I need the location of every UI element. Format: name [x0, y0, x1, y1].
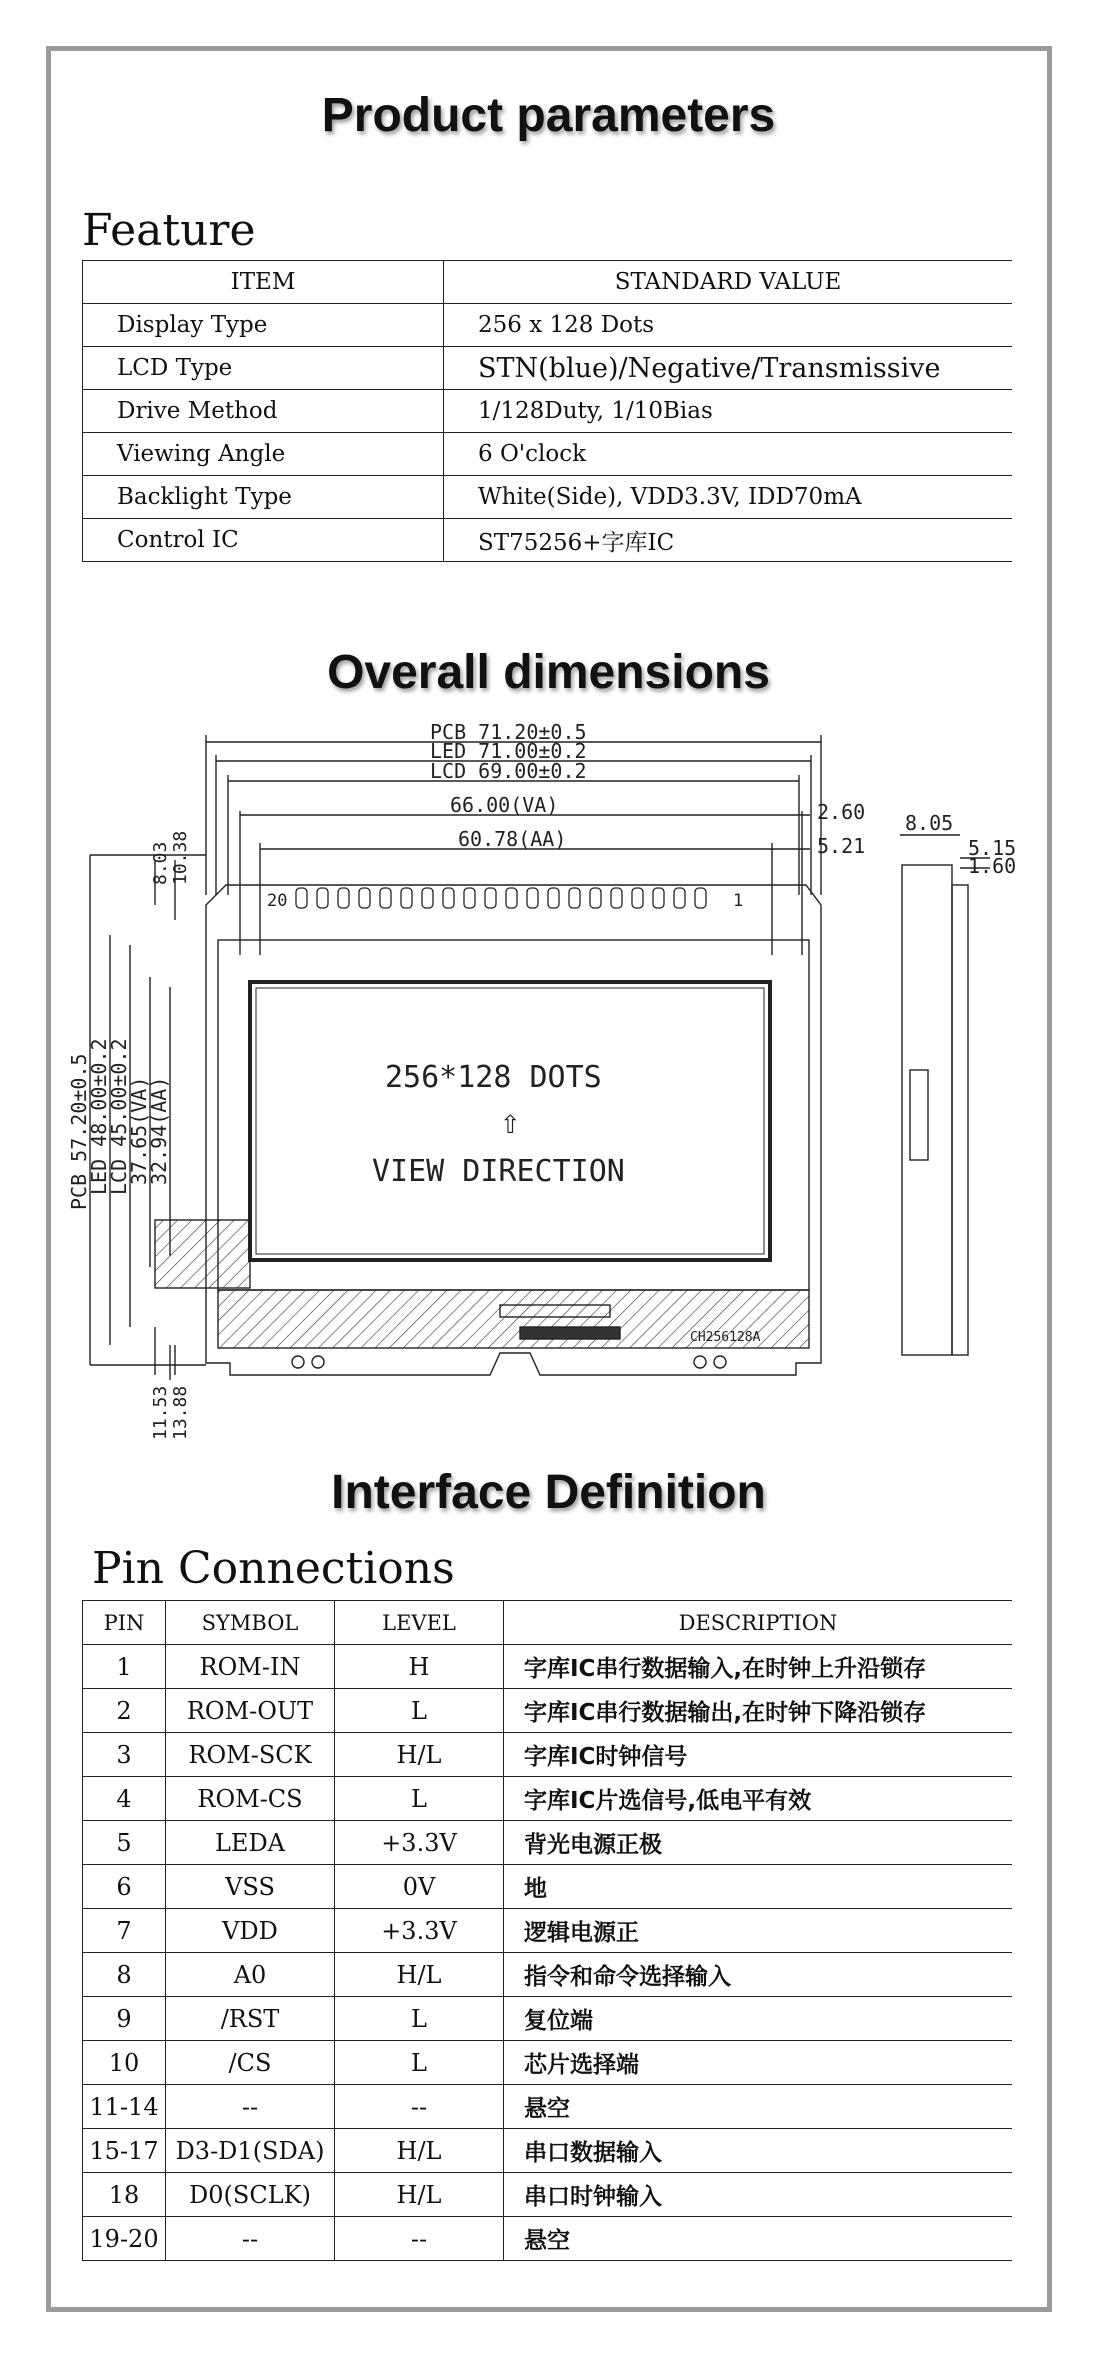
- feature-item: Display Type: [83, 304, 444, 347]
- ic-chip: [520, 1327, 620, 1339]
- side-160-label: 1.60: [968, 854, 1017, 878]
- side-view-connector: [910, 1070, 928, 1160]
- pcb-width-label: PCB 71.20±0.5: [430, 720, 587, 744]
- pin-number: 5: [83, 1821, 166, 1865]
- led-height-label: LED 48.00±0.2: [87, 1038, 111, 1195]
- pin-symbol: /RST: [166, 1997, 335, 2041]
- bottom-1388-label: 13.88: [170, 1385, 191, 1440]
- pin-symbol: ROM-IN: [166, 1645, 335, 1689]
- va-width-label: 66.00(VA): [450, 793, 559, 817]
- feature-title: Feature: [82, 205, 256, 256]
- pin-symbol: VSS: [166, 1865, 335, 1909]
- feature-value: White(Side), VDD3.3V, IDD70mA: [444, 476, 1013, 519]
- feature-row: [83, 476, 1013, 519]
- pin-number: 3: [83, 1733, 166, 1777]
- pin-level: +3.3V: [335, 1909, 504, 1953]
- pin-description: 串口数据输入: [504, 2129, 1013, 2173]
- table-row: [83, 1689, 1013, 1733]
- pin-pads: [296, 888, 706, 908]
- dots-label: 256*128 DOTS: [385, 1060, 602, 1095]
- feature-item: Control IC: [83, 519, 444, 562]
- corner-hatch: [155, 1220, 250, 1288]
- table-row: [83, 2085, 1013, 2129]
- pin-symbol: A0: [166, 1953, 335, 1997]
- pin-symbol: ROM-OUT: [166, 1689, 335, 1733]
- bottom-1153-label: 11.53: [150, 1385, 171, 1440]
- pin-level: +3.3V: [335, 1821, 504, 1865]
- pin-symbol: LEDA: [166, 1821, 335, 1865]
- pin-description: 字库IC片选信号,低电平有效: [504, 1777, 1013, 1821]
- top-803-label: 8.03: [150, 841, 171, 885]
- pin-number: 6: [83, 1865, 166, 1909]
- table-row: [83, 1645, 1013, 1689]
- feature-header-row: [83, 261, 1013, 304]
- pin-description: 芯片选择端: [504, 2041, 1013, 2085]
- pin-number: 4: [83, 1777, 166, 1821]
- overall-dimensions-heading: Overall dimensions: [327, 646, 770, 699]
- led-width-label: LED 71.00±0.2: [430, 739, 587, 763]
- offset-260-label: 2.60: [817, 800, 866, 824]
- pin-symbol: /CS: [166, 2041, 335, 2085]
- pin-number: 2: [83, 1689, 166, 1733]
- feature-item: Drive Method: [83, 390, 444, 433]
- pin-level: L: [335, 1777, 504, 1821]
- pin-level: H: [335, 1645, 504, 1689]
- pin-header-description: DESCRIPTION: [504, 1601, 1013, 1645]
- pin-level: H/L: [335, 1953, 504, 1997]
- table-row: [83, 1733, 1013, 1777]
- pin-header-row: [83, 1601, 1013, 1645]
- pin-symbol: ROM-SCK: [166, 1733, 335, 1777]
- pin-description: 字库IC串行数据输入,在时钟上升沿锁存: [504, 1645, 1013, 1689]
- pin-number: 8: [83, 1953, 166, 1997]
- pin-level: 0V: [335, 1865, 504, 1909]
- feature-item: LCD Type: [83, 347, 444, 390]
- interface-definition-heading: Interface Definition: [331, 1466, 766, 1519]
- product-parameters-heading: Product parameters: [321, 89, 776, 142]
- pin-symbol: --: [166, 2085, 335, 2129]
- pin-symbol: --: [166, 2217, 335, 2261]
- pin-header-symbol: SYMBOL: [166, 1601, 335, 1645]
- pin-level: H/L: [335, 2173, 504, 2217]
- feature-row: [83, 519, 1013, 562]
- feature-value: STN(blue)/Negative/Transmissive: [444, 347, 1013, 390]
- aa-height-label: 32.94(AA): [147, 1076, 171, 1185]
- model-label: CH256128A: [690, 1330, 761, 1345]
- pin-table: [82, 1600, 1012, 2261]
- pin-number: 15-17: [83, 2129, 166, 2173]
- pin-description: 悬空: [504, 2217, 1013, 2261]
- feature-item: Viewing Angle: [83, 433, 444, 476]
- pin-description: 复位端: [504, 1997, 1013, 2041]
- pin-symbol: D0(SCLK): [166, 2173, 335, 2217]
- va-height-label: 37.65(VA): [127, 1076, 151, 1185]
- pin-number: 9: [83, 1997, 166, 2041]
- pin-description: 指令和命令选择输入: [504, 1953, 1013, 1997]
- pin-level: H/L: [335, 1733, 504, 1777]
- side-view-pcb: [952, 885, 968, 1355]
- side-515-label: 5.15: [968, 836, 1017, 860]
- pin-header-pin: PIN: [83, 1601, 166, 1645]
- table-row: [83, 1953, 1013, 1997]
- feature-row: [83, 347, 1013, 390]
- dimension-drawing: [60, 715, 1050, 1455]
- pin-level: L: [335, 1997, 504, 2041]
- pin-description: 串口时钟输入: [504, 2173, 1013, 2217]
- pin-symbol: VDD: [166, 1909, 335, 1953]
- pin-description: 逻辑电源正: [504, 1909, 1013, 1953]
- table-row: [83, 2041, 1013, 2085]
- pin-symbol: ROM-CS: [166, 1777, 335, 1821]
- pin-number: 19-20: [83, 2217, 166, 2261]
- table-row: [83, 1997, 1013, 2041]
- feature-value: 6 O'clock: [444, 433, 1013, 476]
- pin-number: 7: [83, 1909, 166, 1953]
- pin-description: 悬空: [504, 2085, 1013, 2129]
- pin-number: 10: [83, 2041, 166, 2085]
- pin-description: 背光电源正极: [504, 1821, 1013, 1865]
- view-direction-label: VIEW DIRECTION: [372, 1154, 625, 1189]
- feature-row: [83, 304, 1013, 347]
- pcb-height-label: PCB 57.20±0.5: [67, 1053, 91, 1210]
- table-row: [83, 1821, 1013, 1865]
- pin-level: L: [335, 2041, 504, 2085]
- pin-20-label: 20: [267, 891, 288, 911]
- feature-header-value: STANDARD VALUE: [444, 261, 1013, 304]
- pin-number: 1: [83, 1645, 166, 1689]
- pin-level: H/L: [335, 2129, 504, 2173]
- aa-width-label: 60.78(AA): [458, 827, 567, 851]
- pin-description: 字库IC串行数据输出,在时钟下降沿锁存: [504, 1689, 1013, 1733]
- pin-1-label: 1: [733, 891, 744, 911]
- pin-level: L: [335, 1689, 504, 1733]
- lcd-height-label: LCD 45.00±0.2: [107, 1038, 131, 1195]
- table-row: [83, 1777, 1013, 1821]
- feature-table: [82, 260, 1012, 562]
- table-row: [83, 1909, 1013, 1953]
- pin-header-level: LEVEL: [335, 1601, 504, 1645]
- offset-521-label: 5.21: [817, 834, 866, 858]
- pin-number: 18: [83, 2173, 166, 2217]
- feature-item: Backlight Type: [83, 476, 444, 519]
- pin-symbol: D3-D1(SDA): [166, 2129, 335, 2173]
- table-row: [83, 1865, 1013, 1909]
- pin-number: 11-14: [83, 2085, 166, 2129]
- feature-row: [83, 390, 1013, 433]
- pin-description: 地: [504, 1865, 1013, 1909]
- feature-header-item: ITEM: [83, 261, 444, 304]
- feature-value: 256 x 128 Dots: [444, 304, 1013, 347]
- feature-row: [83, 433, 1013, 476]
- view-arrow-icon: ⇧: [500, 1102, 521, 1142]
- pin-level: --: [335, 2217, 504, 2261]
- feature-value: ST75256+字库IC: [444, 519, 1013, 562]
- side-805-label: 8.05: [905, 811, 954, 835]
- top-1038-label: 10.38: [170, 830, 191, 885]
- pin-description: 字库IC时钟信号: [504, 1733, 1013, 1777]
- table-row: [83, 2173, 1013, 2217]
- pin-connections-title: Pin Connections: [92, 1543, 455, 1594]
- table-row: [83, 2217, 1013, 2261]
- table-row: [83, 2129, 1013, 2173]
- feature-value: 1/128Duty, 1/10Bias: [444, 390, 1013, 433]
- lcd-width-label: LCD 69.00±0.2: [430, 759, 587, 783]
- pin-level: --: [335, 2085, 504, 2129]
